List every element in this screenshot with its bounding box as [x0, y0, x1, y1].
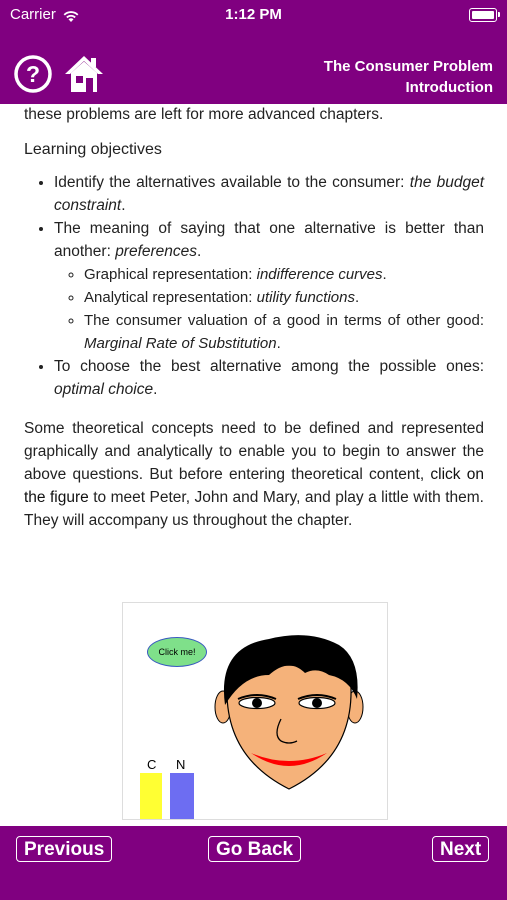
list-item: ◦ The consumer valuation of a good in terms of other good: Marginal Rate of Substitution. [84, 309, 484, 355]
home-icon[interactable] [63, 52, 105, 94]
previous-button[interactable]: Previous [16, 836, 112, 862]
list-item: • Identify the alternatives available to the consumer: the budget constraint. [54, 171, 484, 217]
list-item: ◦ Graphical representation: indifference curves. [84, 263, 484, 286]
click-figure-link[interactable]: click on the figure [24, 466, 484, 506]
instructions-paragraph: Some theoretical concepts need to be defined and represented graphically and analytically to enable you to begin to answer the above questions. But before entering theoretical content, click on the figure to meet Peter, John and Mary, and play a little with them. They will accompany us throughout the chapter. [24, 420, 484, 529]
bar-label-n: N [176, 757, 186, 772]
list-item: ◦ Analytical representation: utility functions. [84, 286, 484, 309]
click-me-button[interactable]: Click me! [147, 637, 207, 667]
status-bar [0, 6, 507, 26]
top-bar [0, 0, 507, 104]
bottom-nav-bar [0, 826, 507, 900]
battery-icon [469, 8, 497, 22]
chapter-title: The Consumer Problem [323, 58, 493, 75]
list-item: • The meaning of saying that one alternative is better than another: preferences. ◦ Graphical representation: indifference curves. ◦ Analytical representation: utility functions. ◦ The consumer valuation of a good in terms of other good: Marginal Rate of Substitution. [54, 217, 484, 355]
main-content [24, 80, 484, 532]
question-circle-icon[interactable] [13, 54, 53, 94]
bar-n [170, 773, 194, 819]
go-back-button[interactable]: Go Back [208, 836, 301, 862]
svg-text:?: ? [25, 61, 41, 87]
list-item: • To choose the best alternative among the possible ones: optimal choice. [54, 355, 484, 401]
next-button[interactable]: Next [432, 836, 489, 862]
bar-label-c: C [147, 757, 157, 772]
bar-c [140, 773, 162, 819]
sub-objectives-list [54, 263, 484, 355]
character-figure[interactable] [122, 602, 388, 820]
status-time: 1:12 PM [225, 6, 282, 23]
intro-paragraph-end: these problems are left for more advanced chapters. [24, 106, 384, 123]
character-face-illustration[interactable] [209, 627, 369, 797]
carrier-label: Carrier [10, 6, 56, 23]
objectives-heading: Learning objectives [24, 141, 162, 158]
page-title [324, 56, 493, 98]
objectives-list [24, 171, 484, 401]
section-title: Introduction [405, 79, 493, 96]
